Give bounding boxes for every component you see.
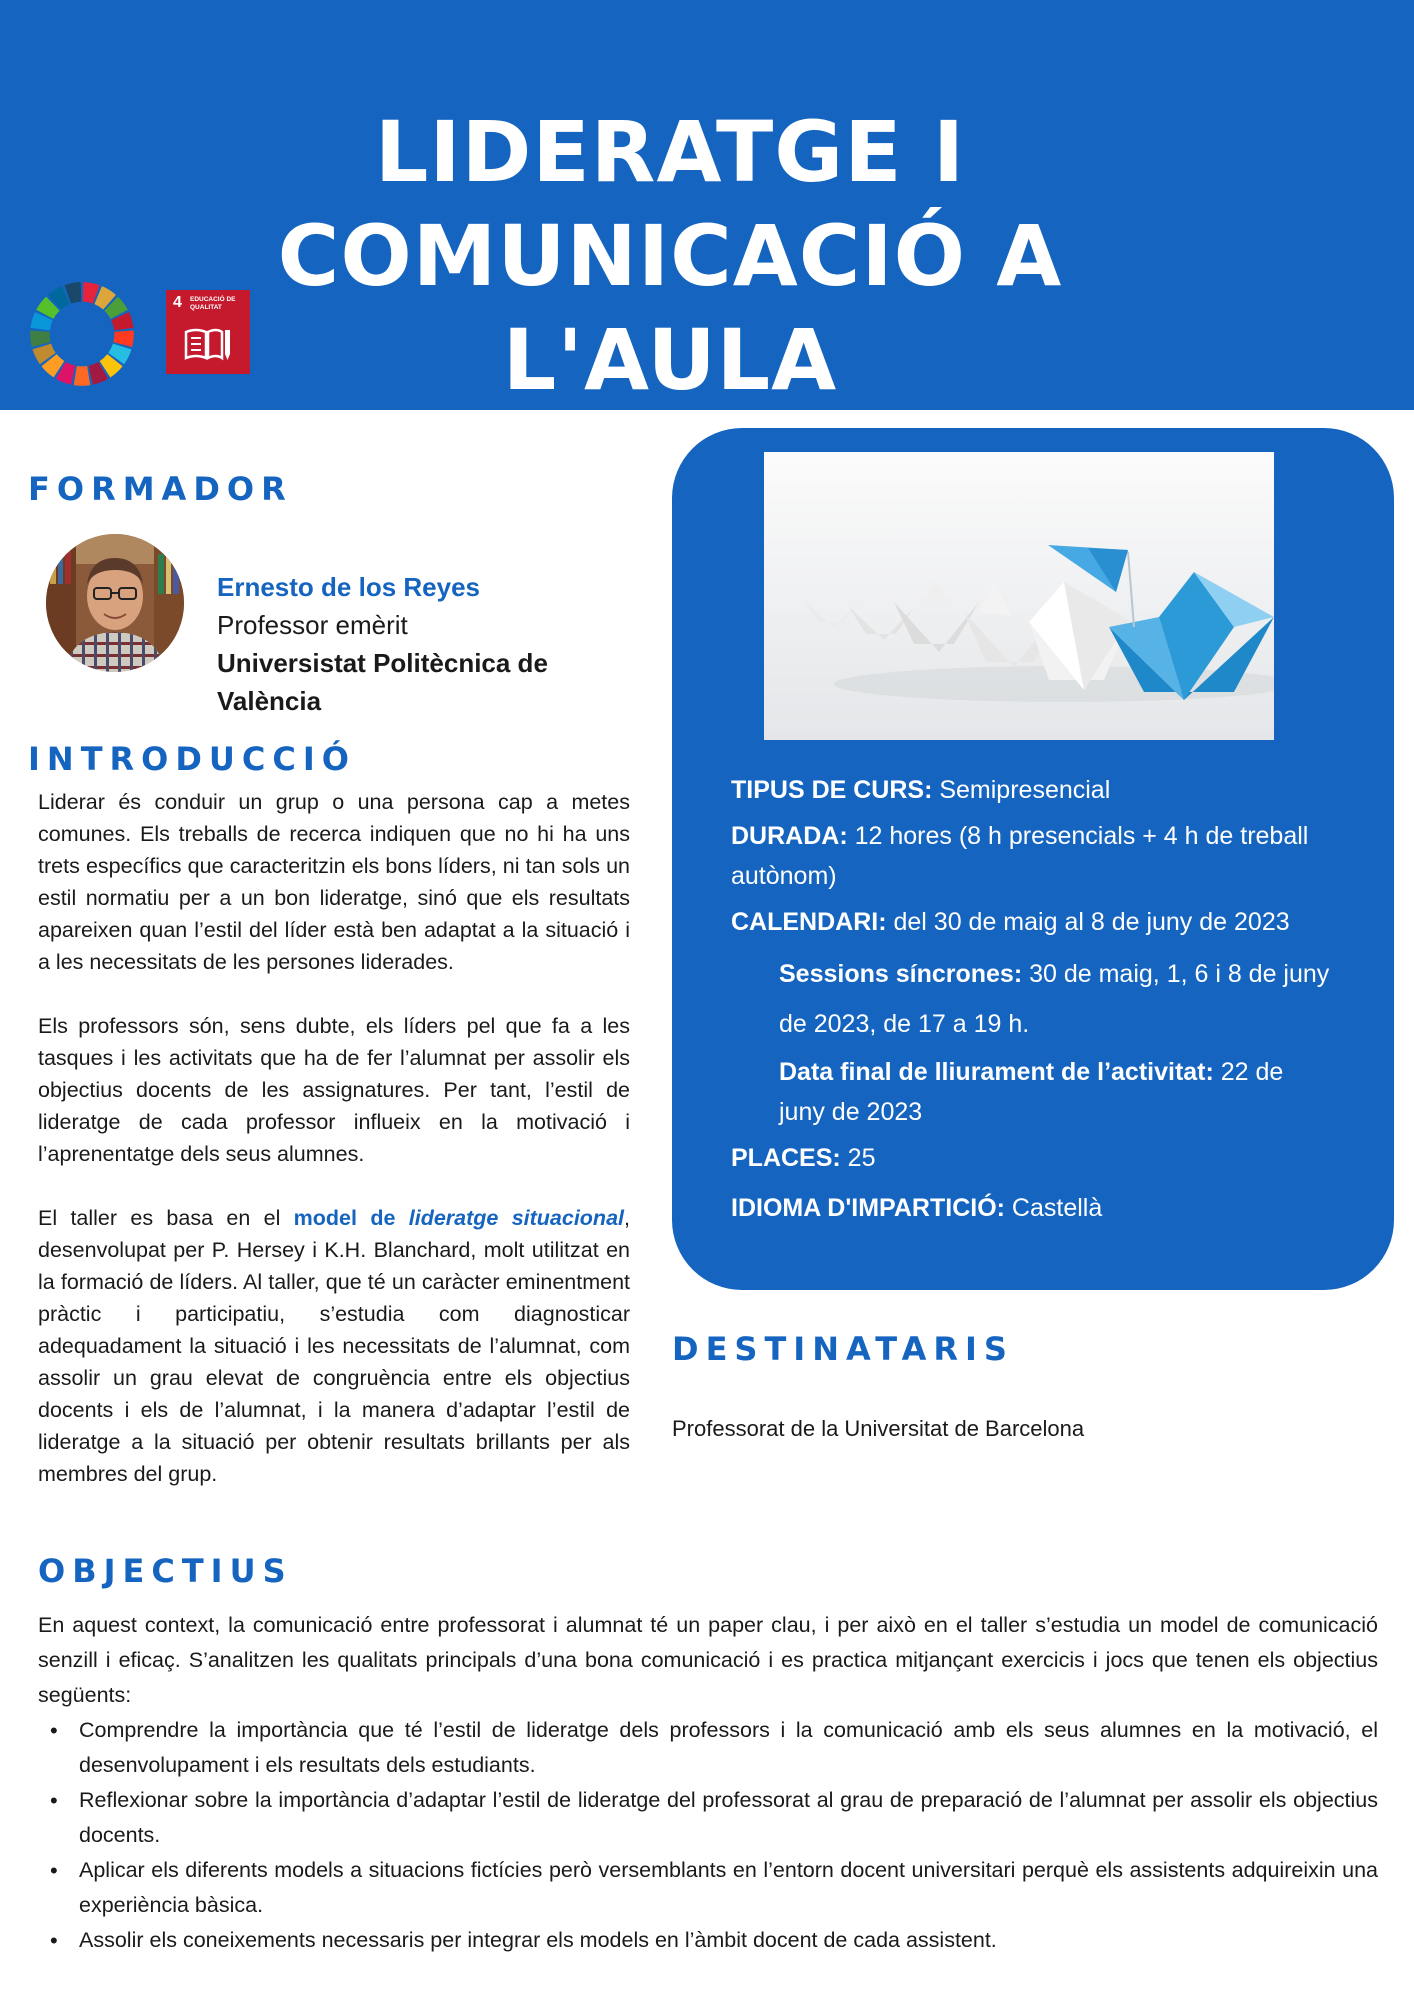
durada: DURADA: 12 hores (8 h presencials + 4 h de treball xyxy=(731,822,1309,850)
tipus-de-curs: TIPUS DE CURS: Semipresencial xyxy=(731,776,1111,804)
trainer-avatar xyxy=(46,534,184,672)
calendari: CALENDARI: del 30 de maig al 8 de juny de 2023 xyxy=(731,908,1290,936)
sessions-sincrones-cont: de 2023, de 17 a 19 h. xyxy=(779,1010,1030,1038)
book-pencil-icon xyxy=(184,326,232,364)
list-item: • Comprendre la importància que té l’estil de lideratge dels professors i la comunicació amb els seus alumnes en la motivació, el desenvolupament i els resultats dels estudiants. xyxy=(38,1713,1378,1783)
sdg-badge-text: EDUCACIÓ DE QUALITAT xyxy=(190,296,236,311)
trainer-name: Ernesto de los Reyes xyxy=(217,572,480,602)
sdg4-badge xyxy=(166,290,250,374)
trainer-info xyxy=(217,568,548,720)
course-info xyxy=(731,770,1361,1228)
introduccio-heading: INTRODUCCIÓ xyxy=(28,740,356,778)
objectius-intro: En aquest context, la comunicació entre professorat i alumnat té un paper clau, i per això en el taller s’estudia un model de comunicació senzill i eficaç. S’analitzen les qualitats principals d’una bona comunicació i es practica mitjançant exercicis i jocs que tenen els objectius següents: xyxy=(38,1613,1378,1707)
data-final-lliurament: Data final de lliurament de l’activitat: 22 de xyxy=(779,1058,1284,1086)
sdg-wheel-segment xyxy=(113,331,133,347)
list-item: • Assolir els coneixements necessaris per integrar els models en l’àmbit docent de cada assistent. xyxy=(38,1923,1378,1958)
list-item: • Aplicar els diferents models a situacions fictícies però versemblants en l’entorn docent universitari perquè els assistents adquireixin una experiència bàsica. xyxy=(38,1853,1378,1923)
formador-heading: FORMADOR xyxy=(28,470,293,508)
trainer-role: Professor emèrit xyxy=(217,610,408,640)
list-item: • Reflexionar sobre la importància d’adaptar l’estil de lideratge del professorat al grau de preparació de l’alumnat per assolir els objectius docents. xyxy=(38,1783,1378,1853)
sdg-wheel-segment xyxy=(74,366,91,386)
idioma-imparticio: IDIOMA D'IMPARTICIÓ: Castellà xyxy=(731,1194,1103,1222)
intro-paragraph-1: Liderar és conduir un grup o una persona cap a metes comunes. Els treballs de recerca indiquen que no hi ha uns trets específics que caracteritzin els bons líders, ni tan sols un estil normatiu per a un bon lideratge, sinó que els resultats apareixen quan l’estil del líder està ben adaptat a la situació i a les necessitats de les persones liderades. xyxy=(38,790,630,974)
destinataris-heading: DESTINATARIS xyxy=(672,1330,1014,1368)
destinataris-text: Professorat de la Universitat de Barcelona xyxy=(672,1416,1085,1441)
objectius-list xyxy=(38,1713,1378,1958)
places: PLACES: 25 xyxy=(731,1144,876,1172)
sdg-wheel-icon xyxy=(28,280,136,388)
header-banner xyxy=(0,0,1414,410)
trainer-institution-line1: Universistat Politècnica de xyxy=(217,648,548,678)
intro-paragraph-3: El taller es basa en el model de lideratge situacional, desenvolupat per P. Hersey i K.H. Blanchard, molt utilitzat en la formació de líders. Al taller, que té un caràcter eminentment pràctic i participatiu, s’estudia com diagnosticar adequadament la situació i les necessitats de l’alumnat, com assolir un grau elevat de congruència entre els objectius docents i els de l’alumnat, i la manera d’adaptar l’estil de lideratge a la situació per obtenir resultats brillants per als membres del grup. xyxy=(38,1206,630,1486)
data-final-lliurament-cont: juny de 2023 xyxy=(779,1098,923,1126)
paper-boats-image xyxy=(764,452,1274,740)
sdg-wheel-segment xyxy=(30,331,50,347)
objectius-heading: OBJECTIUS xyxy=(38,1552,293,1590)
page-title: LIDERATGE I COMUNICACIÓ A L'AULA xyxy=(277,103,1063,409)
durada-cont: autònom) xyxy=(731,862,837,890)
objectius-text xyxy=(38,1608,1378,1958)
trainer-institution-line2: València xyxy=(217,686,322,716)
model-link-text: model de lideratge situacional xyxy=(293,1206,624,1230)
sdg-badge-number: 4 xyxy=(173,294,182,311)
introduccio-text xyxy=(38,786,630,1490)
sessions-sincrones: Sessions síncrones: 30 de maig, 1, 6 i 8 de juny xyxy=(779,960,1330,988)
intro-paragraph-2: Els professors són, sens dubte, els líders pel que fa a les tasques i les activitats que ha de fer l’alumnat per assolir els objectius docents de les assignatures. Per tant, l’estil de lideratge de cada professor influeix en la motivació i l’aprenentatge dels seus alumnes. xyxy=(38,1014,630,1166)
